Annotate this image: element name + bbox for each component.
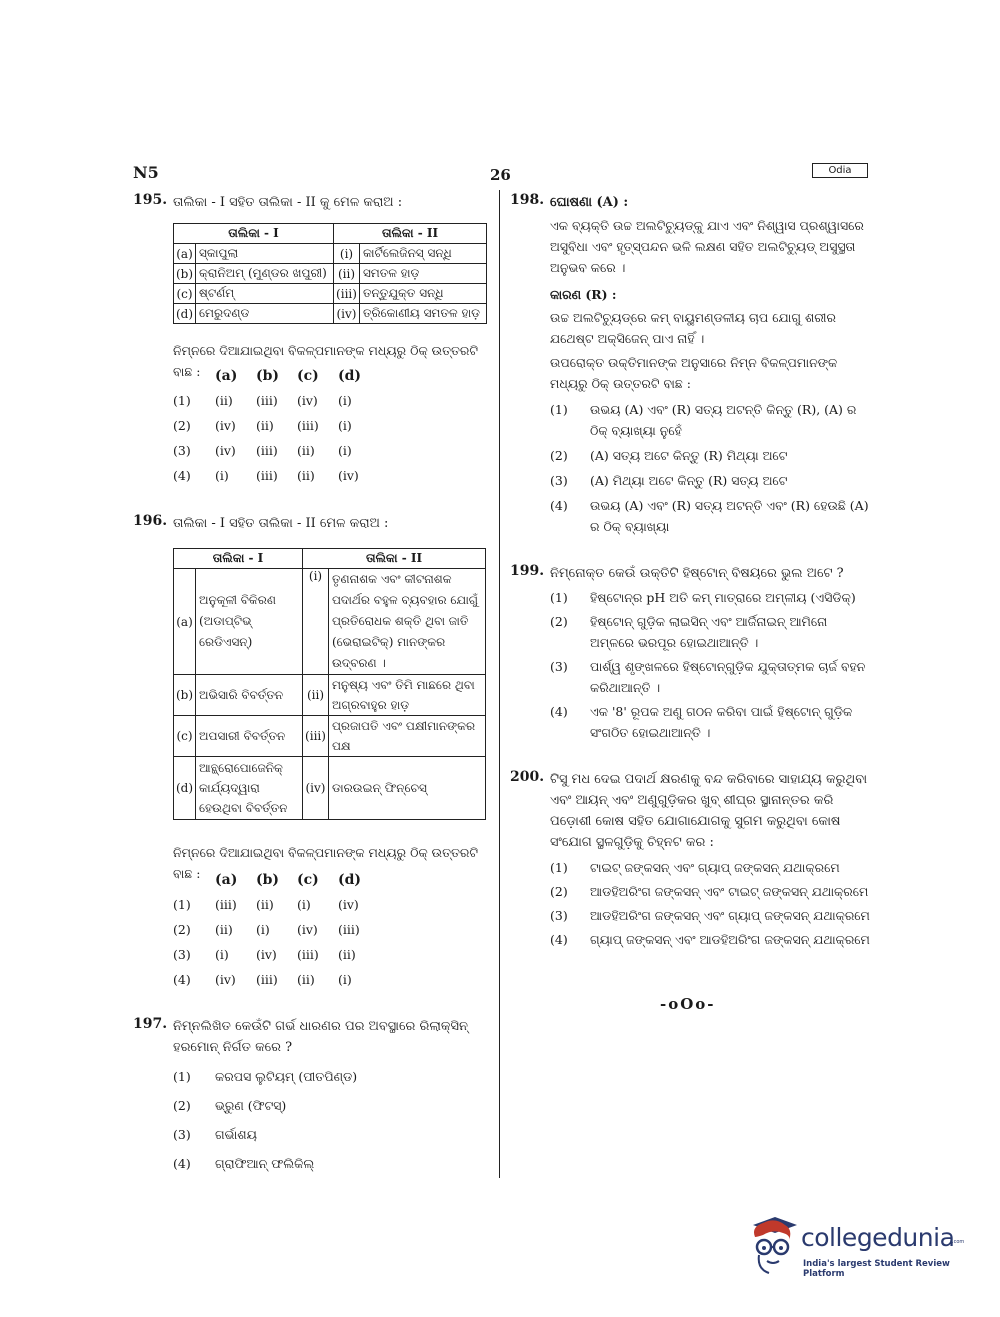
option-cell: (iv) — [215, 443, 236, 458]
booklet-code: N5 — [133, 163, 159, 182]
option-number: (1) — [550, 402, 568, 417]
option-cell: (iv) — [215, 972, 236, 987]
option-col-header: (d) — [338, 368, 362, 384]
option-col-header: (b) — [256, 872, 280, 888]
option-number: (1) — [550, 590, 568, 605]
answer-options — [173, 1066, 483, 1182]
match-table — [173, 223, 487, 324]
option-number: (4) — [550, 932, 568, 947]
option-col-header: (c) — [297, 872, 319, 888]
question-number: 197. — [133, 1016, 168, 1032]
row-value: ଷ୍ଟର୍ଣମ୍ — [196, 284, 334, 304]
row-value: ଅଭିସାରି ବିବର୍ତ୍ତନ — [196, 675, 303, 716]
instruction: ନିମ୍ନରେ ଦିଆଯାଇଥିବା ବିକଳ୍ପମାନଙ୍କ ମଧ୍ୟରୁ ଠିକ୍ ଉତ୍ତରଟି ବାଛ : — [173, 343, 479, 379]
option-cell: (iv) — [215, 418, 236, 433]
option-item[interactable] — [173, 1153, 483, 1182]
row-key: (c) — [174, 284, 196, 304]
option-item[interactable] — [550, 587, 872, 608]
option-number: (1) — [173, 1069, 191, 1084]
row-key: (a) — [174, 569, 196, 675]
option-number: (2) — [550, 884, 568, 899]
option-cell: (iii) — [297, 418, 319, 433]
option-number: (2) — [173, 418, 191, 433]
option-cell: (iii) — [338, 922, 360, 937]
option-col-header: (d) — [338, 872, 362, 888]
answer-options — [173, 872, 393, 997]
page-number: 26 — [490, 166, 511, 184]
table-head: ତାଲିକା - II — [303, 549, 486, 569]
row-value: ତ୍ରିକୋଣୀୟ ସମତଳ ହାଡ଼ — [359, 304, 486, 324]
row-value: ଅପସାରୀ ବିବର୍ତ୍ତନ — [196, 716, 303, 757]
option-row[interactable] — [173, 947, 393, 972]
table-row — [174, 675, 486, 716]
end-mark: -oOo- — [660, 995, 716, 1013]
table-head: ତାଲିକା - I — [174, 549, 303, 569]
table-row — [174, 304, 487, 324]
option-text: ଏକ '8' ରୂପକ ଅଣୁ ଗଠନ କରିବା ପାଇଁ ହିଷ୍ଟୋନ୍ ଗୁଡ଼ିକ ସଂଗଠିତ ହୋଇଥାଆନ୍ତି । — [590, 704, 853, 740]
option-cell: (iii) — [215, 897, 237, 912]
answer-options — [550, 399, 872, 537]
row-value: ଡାରଉଇନ୍ ଫିନ୍‌ଚେସ୍ — [328, 757, 485, 820]
row-key: (ii) — [334, 264, 360, 284]
table-row — [174, 716, 486, 757]
option-item[interactable] — [173, 1095, 483, 1124]
option-text: ହିଷ୍ଟୋନ୍‌ର pH ଅତି କମ୍ ମାତ୍ରାରେ ଅମ୍ଳୀୟ (ଏସିଡିକ୍) — [590, 590, 856, 605]
option-text: (A) ମିଥ୍ୟା ଅଟେ କିନ୍ତୁ (R) ସତ୍ୟ ଅଟେ — [590, 473, 788, 488]
row-value: କ୍ରାନିଅମ୍ (ମୁଣ୍ଡର ଖପୁରୀ) — [196, 264, 334, 284]
option-number: (4) — [550, 498, 568, 513]
question-prompt: ତାଲିକା - I ସହିତ ତାଲିକା - II ମେଳ କରାଅ : — [173, 516, 389, 531]
row-key: (iii) — [303, 716, 329, 757]
row-key: (c) — [174, 716, 196, 757]
option-cell: (ii) — [215, 922, 233, 937]
row-value: ଅନୁକୂଳୀ ବିକିରଣ (ଅଡାପ୍ଟିଭ୍ ରେଡିଏସନ୍) — [196, 569, 303, 675]
option-cell: (i) — [256, 922, 270, 937]
brand-domain: .com — [952, 1239, 965, 1245]
row-key: (ii) — [303, 675, 329, 716]
option-cell: (iv) — [297, 922, 318, 937]
table-row — [174, 569, 486, 675]
option-cell: (ii) — [256, 897, 274, 912]
option-number: (3) — [173, 1127, 191, 1142]
option-row[interactable] — [173, 922, 393, 947]
row-key: (i) — [334, 244, 360, 264]
option-text: କରପସ ଲୁଟିୟମ୍ (ପୀତପିଣ୍ଡ) — [215, 1069, 358, 1084]
option-cell: (iii) — [256, 468, 278, 483]
table-row — [174, 284, 487, 304]
option-number: (3) — [550, 473, 568, 488]
table-row — [174, 757, 486, 820]
option-item[interactable] — [550, 881, 872, 902]
option-cell: (i) — [215, 468, 229, 483]
option-number: (2) — [173, 922, 191, 937]
row-value: ସମତଳ ହାଡ଼ — [359, 264, 486, 284]
brand-name: collegedunia — [801, 1223, 955, 1252]
instruction: ଉପରୋକ୍ତ ଉକ୍ତିମାନଙ୍କ ଅନୁସାରେ ନିମ୍ନ ବିକଳ୍ପମାନଙ୍କ ମଧ୍ୟରୁ ଠିକ୍ ଉତ୍ତରଟି ବାଛ : — [550, 355, 838, 391]
option-cell: (i) — [338, 443, 352, 458]
row-key: (i) — [303, 569, 329, 675]
option-number: (1) — [173, 897, 191, 912]
option-cell: (i) — [215, 947, 229, 962]
option-row[interactable] — [173, 897, 393, 922]
reason-text: ଉଚ୍ଚ ଅଲଟିଚ୍ୟୁଡ୍‌ରେ କମ୍ ବାୟୁମଣ୍ଡଳୀୟ ଚାପ ଯୋଗୁ ଶରୀର ଯଥେଷ୍ଟ ଅକ୍ସିଜେନ୍ ପାଏ ନାହିଁ । — [550, 310, 836, 346]
option-item[interactable] — [550, 445, 872, 466]
option-number: (2) — [550, 448, 568, 463]
option-number: (4) — [173, 1156, 191, 1171]
option-item[interactable] — [173, 1124, 483, 1153]
table-head: ତାଲିକା - II — [334, 224, 487, 244]
column-divider — [499, 190, 500, 1178]
option-number: (3) — [173, 947, 191, 962]
row-value: ତନ୍ତୁଯୁକ୍ତ ସନ୍ଧି — [359, 284, 486, 304]
row-key: (iv) — [334, 304, 360, 324]
row-value: ପ୍ରଜାପତି ଏବଂ ପକ୍ଷୀମାନଙ୍କର ପକ୍ଷ — [328, 716, 485, 757]
row-value: ଆନ୍ଥ୍ରୋପୋଜେନିକ୍ କାର୍ଯ୍ୟଦ୍ୱାରା ହେଉଥିବା ବିବର୍ତ୍ତନ — [196, 757, 303, 820]
option-cell: (iv) — [338, 468, 359, 483]
option-cell: (ii) — [297, 443, 315, 458]
option-number: (1) — [550, 860, 568, 875]
option-item[interactable] — [550, 470, 872, 491]
mascot-icon — [745, 1215, 801, 1280]
option-text: (A) ସତ୍ୟ ଅଟେ କିନ୍ତୁ (R) ମିଥ୍ୟା ଅଟେ — [590, 448, 788, 463]
table-head: ତାଲିକା - I — [174, 224, 334, 244]
option-item[interactable] — [550, 656, 872, 698]
option-number: (3) — [173, 443, 191, 458]
option-number: (3) — [550, 908, 568, 923]
option-cell: (ii) — [297, 972, 315, 987]
brand-tagline: India's largest Student Review Platform — [803, 1259, 950, 1279]
question-prompt: ନିମ୍ନୋକ୍ତ କେଉଁ ଉକ୍ତିଟି ହିଷ୍ଟୋନ୍ ବିଷୟରେ ଭୁଲ ଅଟେ ? — [550, 566, 844, 581]
row-key: (a) — [174, 244, 196, 264]
option-col-header: (b) — [256, 368, 280, 384]
option-cell: (ii) — [338, 947, 356, 962]
table-row — [174, 244, 487, 264]
collegedunia-logo[interactable] — [745, 1215, 965, 1280]
option-cell: (i) — [338, 393, 352, 408]
option-text: ଆଡହିଅରିଂଗ ଜଙ୍କସନ୍ ଏବଂ ଗ୍ୟାପ୍ ଜଙ୍କସନ୍ ଯଥାକ୍ରମେ — [590, 908, 870, 923]
row-value: କାର୍ଟିଲେଜିନସ୍ ସନ୍ଧି — [359, 244, 486, 264]
row-value: ମେରୁଦଣ୍ଡ — [196, 304, 334, 324]
row-key: (iii) — [334, 284, 360, 304]
option-text: ଭ୍ରୁଣ (ଫିଟସ୍) — [215, 1098, 287, 1113]
option-cell: (iii) — [256, 443, 278, 458]
option-number: (4) — [173, 468, 191, 483]
option-col-header: (a) — [215, 872, 238, 888]
reason-label: କାରଣ (R) : — [550, 287, 617, 302]
option-row[interactable] — [173, 972, 393, 997]
option-item[interactable] — [550, 495, 872, 537]
match-table — [173, 548, 486, 820]
row-key: (d) — [174, 304, 196, 324]
question-prompt: ଟିସୁ ମଧ ଦେଇ ପଦାର୍ଥ କ୍ଷରଣକୁ ବନ୍ଦ କରିବାରେ ସାହାଯ୍ୟ କରୁଥିବା ଏବଂ ଆୟନ୍ ଏବଂ ଅଣୁଗୁଡ଼ିକର ଖୁବ୍ ଶୀଘ୍ର ସ୍ଥାନାନ୍ତର କରି ପଡ଼ୋଶୀ କୋଷ ସହିତ ଯୋଗାଯୋଗକୁ ସୁଗମ କରୁଥିବା କୋଷ ସଂଯୋଗ ସ୍ଥଳଗୁଡ଼ିକୁ ଚିହ୍ନଟ କର : — [550, 772, 868, 850]
option-text: ଗ୍ୟାପ୍ ଜଙ୍କସନ୍ ଏବଂ ଆଡହିଅରିଂଗ ଜଙ୍କସନ୍ ଯଥାକ୍ରମେ — [590, 932, 870, 947]
option-item[interactable] — [550, 905, 872, 926]
question-number: 199. — [510, 563, 545, 579]
assertion-label: ଘୋଷଣା (A) : — [550, 195, 629, 210]
answer-options — [173, 368, 393, 493]
option-item[interactable] — [550, 611, 872, 653]
option-text: ଗର୍ଭାଶୟ — [215, 1127, 257, 1142]
option-number: (1) — [173, 393, 191, 408]
option-cell: (i) — [297, 897, 311, 912]
option-text: ଆଡହିଅରିଂଗ ଜଙ୍କସନ୍ ଏବଂ ଟାଇଟ୍ ଜଙ୍କସନ୍ ଯଥାକ୍ରମେ — [590, 884, 869, 899]
row-value: ସ୍କାପୁଲା — [196, 244, 334, 264]
option-row[interactable] — [173, 443, 393, 468]
option-text: ପାର୍ଶ୍ୱ ଶୃଙ୍ଖଳରେ ହିଷ୍ଟୋନ୍‌ଗୁଡ଼ିକ ଯୁକ୍ତାତ୍ମକ ଚାର୍ଜ ବହନ କରିଥାଆନ୍ତି । — [590, 659, 866, 695]
option-number: (2) — [550, 614, 568, 629]
assertion-text: ଏକ ବ୍ୟକ୍ତି ଉଚ୍ଚ ଅଲଟିଚ୍ୟୁଡ୍‌କୁ ଯାଏ ଏବଂ ନିଶ୍ୱାସ ପ୍ରଶ୍ୱାସରେ ଅସୁବିଧା ଏବଂ ହୃତ୍‌ସ୍ପନ୍ଦନ ଭଳି ଲକ୍ଷଣ ସହିତ ଅଲଟିଚ୍ୟୁଡ୍ ଅସୁସ୍ଥତା ଅନୁଭବ କରେ । — [550, 218, 864, 275]
option-text: ଟାଇଟ୍ ଜଙ୍କସନ୍ ଏବଂ ଗ୍ୟାପ୍ ଜଙ୍କସନ୍ ଯଥାକ୍ରମେ — [590, 860, 840, 875]
option-cell: (ii) — [256, 418, 274, 433]
option-cell: (iv) — [256, 947, 277, 962]
row-key: (iv) — [303, 757, 329, 820]
question-prompt: ନିମ୍ନଲିଖିତ କେଉଁଟି ଗର୍ଭ ଧାରଣର ପର ଅବସ୍ଥାରେ ରିଲାକ୍ସିନ୍ ହରମୋନ୍ ନିର୍ଗତ କରେ ? — [173, 1019, 468, 1055]
row-key: (b) — [174, 264, 196, 284]
option-cell: (iv) — [297, 393, 318, 408]
option-item[interactable] — [550, 929, 872, 950]
row-key: (b) — [174, 675, 196, 716]
option-cell: (iii) — [256, 972, 278, 987]
option-cell: (i) — [338, 418, 352, 433]
question-number: 195. — [133, 192, 168, 208]
row-value: ତୃଣନାଶକ ଏବଂ କୀଟନାଶକ ପଦାର୍ଥର ବହୁଳ ବ୍ୟବହାର ଯୋଗୁଁ ପ୍ରତିରୋଧକ ଶକ୍ତି ଥିବା ଜାତି (ଭେରାଇଟିକ୍) ମାନଙ୍କର ଉଦ୍‌ବରଣ । — [328, 569, 485, 675]
option-cell: (i) — [338, 972, 352, 987]
option-number: (3) — [550, 659, 568, 674]
row-key: (d) — [174, 757, 196, 820]
answer-options — [550, 587, 872, 743]
option-text: ଉଭୟ (A) ଏବଂ (R) ସତ୍ୟ ଅଟନ୍ତି ଏବଂ (R) ହେଉଛି (A) ର ଠିକ୍ ବ୍ୟାଖ୍ୟା — [590, 498, 869, 534]
option-col-header: (c) — [297, 368, 319, 384]
option-row[interactable] — [173, 393, 393, 418]
option-cell: (ii) — [215, 393, 233, 408]
option-row[interactable] — [173, 468, 393, 493]
option-cell: (ii) — [297, 468, 315, 483]
option-number: (4) — [550, 704, 568, 719]
option-col-header: (a) — [215, 368, 238, 384]
option-number: (2) — [173, 1098, 191, 1113]
option-item[interactable] — [173, 1066, 483, 1095]
option-cell: (iii) — [297, 947, 319, 962]
question-number: 200. — [510, 769, 545, 785]
option-text: ଗ୍ରାଫିଆନ୍ ଫଲିକିଲ୍ — [215, 1156, 315, 1171]
option-item[interactable] — [550, 701, 872, 743]
option-row[interactable] — [173, 418, 393, 443]
question-number: 198. — [510, 192, 545, 208]
option-item[interactable] — [550, 399, 872, 441]
answer-options — [550, 857, 872, 950]
option-cell: (iii) — [256, 393, 278, 408]
table-row — [174, 264, 487, 284]
option-text: ଉଭୟ (A) ଏବଂ (R) ସତ୍ୟ ଅଟନ୍ତି କିନ୍ତୁ (R), (A) ର ଠିକ୍ ବ୍ୟାଖ୍ୟା ନୁହେଁ — [590, 402, 857, 438]
question-prompt: ତାଲିକା - I ସହିତ ତାଲିକା - II କୁ ମେଳ କରାଅ : — [173, 195, 403, 210]
question-number: 196. — [133, 513, 168, 529]
option-cell: (iv) — [338, 897, 359, 912]
option-number: (4) — [173, 972, 191, 987]
language-badge: Odia — [812, 163, 868, 178]
instruction: ନିମ୍ନରେ ଦିଆଯାଇଥିବା ବିକଳ୍ପମାନଙ୍କ ମଧ୍ୟରୁ ଠିକ୍ ଉତ୍ତରଟି ବାଛ : — [173, 845, 479, 881]
row-value: ମନୁଷ୍ୟ ଏବଂ ତିମି ମାଛରେ ଥିବା ଅଗ୍ରବାହୁର ହାଡ଼ — [328, 675, 485, 716]
option-text: ହିଷ୍ଟୋନ୍ ଗୁଡ଼ିକ ଲାଇସିନ୍ ଏବଂ ଆର୍ଜିନାଇନ୍ ଆମିନୋ ଅମ୍ଳରେ ଭରପୂର ହୋଇଥାଆନ୍ତି । — [590, 614, 828, 650]
option-item[interactable] — [550, 857, 872, 878]
